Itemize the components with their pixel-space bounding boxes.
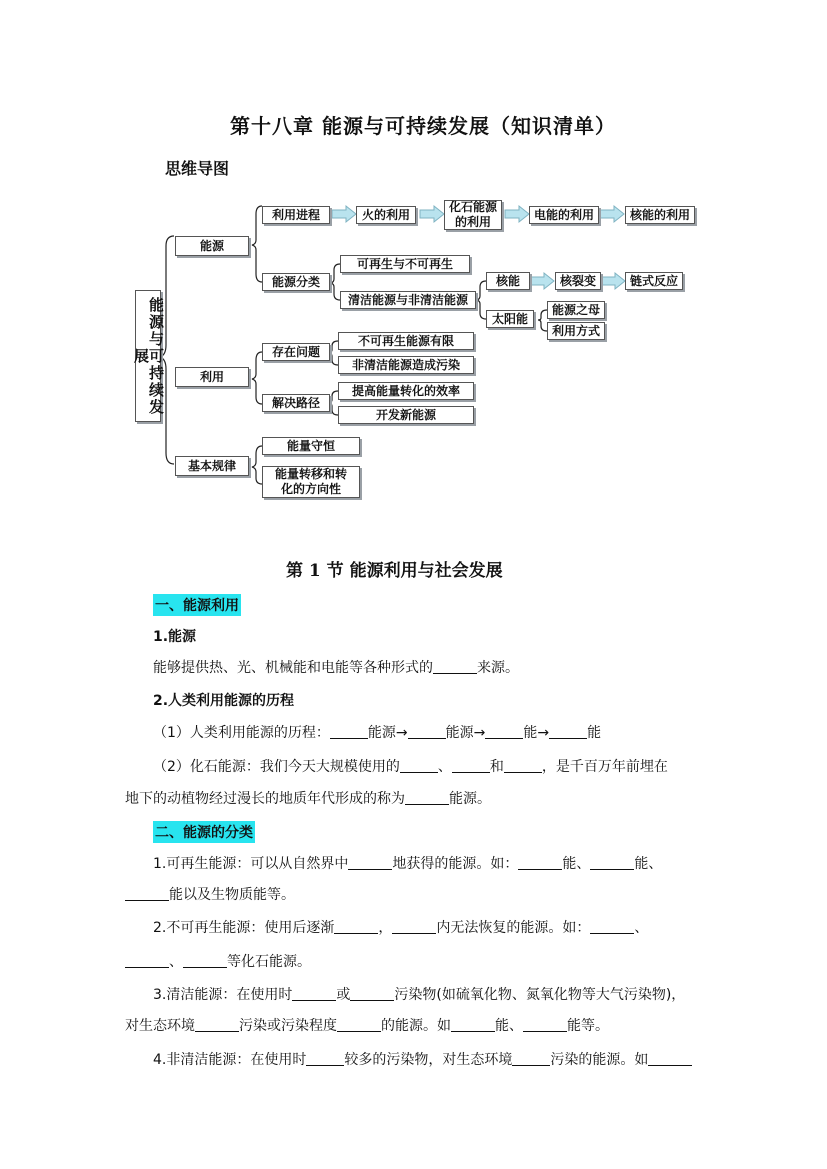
node-solar: 太阳能 <box>486 310 534 328</box>
blank-15[interactable] <box>392 918 436 934</box>
node-fossil: 化石能源的利用 <box>444 200 502 230</box>
blank-2[interactable] <box>330 723 368 739</box>
blank-18[interactable] <box>183 952 227 968</box>
para-fossil-1: （2）化石能源：我们今天大规模使用的 、 和 ，是千百万年前埋在 <box>153 759 668 775</box>
blank-14[interactable] <box>334 918 378 934</box>
node-fire: 火的利用 <box>356 206 416 224</box>
blank-13[interactable] <box>125 885 169 901</box>
node-pollution: 非清洁能源造成污染 <box>338 356 474 374</box>
energy-brace <box>252 206 262 282</box>
blank-23[interactable] <box>451 1016 495 1032</box>
blank-11[interactable] <box>518 854 562 870</box>
node-root: 能源与可持续发展 <box>135 290 161 422</box>
node-mother: 能源之母 <box>547 301 605 319</box>
blank-27[interactable] <box>648 1050 692 1066</box>
node-direction: 能量转移和转化的方向性 <box>262 466 360 498</box>
solve-brace <box>329 391 338 415</box>
blank-26[interactable] <box>512 1050 550 1066</box>
mindmap-heading: 思维导图 <box>165 159 230 178</box>
para-renewable-1: 1.可再生能源：可以从自然界中 地获得的能源。如： 能、 能、 <box>153 856 663 872</box>
arrow-3 <box>505 206 529 222</box>
blank-5[interactable] <box>549 723 587 739</box>
use-brace <box>252 352 262 404</box>
node-use: 利用 <box>175 367 249 387</box>
blank-21[interactable] <box>195 1016 239 1032</box>
heading-classification: 二、能源的分类 <box>153 821 255 843</box>
arrow-2 <box>420 206 444 222</box>
para-nonrenewable-1: 2.不可再生能源：使用后逐渐 ， 内无法恢复的能源。如： 、 <box>153 920 649 936</box>
node-energy: 能源 <box>175 236 249 256</box>
blank-16[interactable] <box>590 918 634 934</box>
blank-20[interactable] <box>350 985 394 1001</box>
node-problem: 存在问题 <box>262 343 330 361</box>
arrow-5 <box>530 273 554 289</box>
para-renewable-2: 能以及生物质能等。 <box>125 885 295 905</box>
blank-6[interactable] <box>400 757 438 773</box>
law-brace <box>252 446 262 484</box>
node-solve: 解决路径 <box>262 394 330 412</box>
problem-brace <box>329 341 338 365</box>
blank-1[interactable] <box>433 658 477 674</box>
blank-22[interactable] <box>337 1016 381 1032</box>
para-fossil-2: 地下的动植物经过漫长的地质年代形成的称为 能源。 <box>125 791 491 807</box>
clean-brace <box>477 281 486 319</box>
page-title: 第十八章 能源与可持续发展（知识清单） <box>230 114 616 138</box>
node-law: 基本规律 <box>175 456 249 476</box>
arrow-4 <box>600 206 624 222</box>
node-conservation: 能量守恒 <box>262 437 360 455</box>
para-history: （1）人类利用能源的历程： 能源→ 能源→ 能→ 能 <box>153 725 602 741</box>
node-electric: 电能的利用 <box>529 206 599 224</box>
para-nonrenewable-2: 、 等化石能源。 <box>125 952 311 972</box>
blank-19[interactable] <box>292 985 336 1001</box>
node-fission: 核裂变 <box>555 272 601 290</box>
arrow-6 <box>601 273 625 289</box>
node-clean: 清洁能源与非清洁能源 <box>340 291 476 309</box>
node-classify: 能源分类 <box>262 273 330 291</box>
node-limited: 不可再生能源有限 <box>338 332 474 350</box>
node-nuclear: 核能 <box>486 272 530 290</box>
para-energy-def: 能够提供热、光、机械能和电能等各种形式的 来源。 <box>153 660 519 676</box>
node-use-process: 利用进程 <box>262 206 330 224</box>
section-title: 第 1 节 能源利用与社会发展 <box>286 561 503 581</box>
arrow-1 <box>332 206 356 222</box>
subheading-energy: 1.能源 <box>153 629 197 645</box>
classify-brace <box>331 264 340 300</box>
node-chain: 链式反应 <box>625 272 683 290</box>
blank-10[interactable] <box>348 854 392 870</box>
blank-9[interactable] <box>405 789 449 805</box>
blank-3[interactable] <box>408 723 446 739</box>
node-efficiency: 提高能量转化的效率 <box>338 382 474 400</box>
blank-17[interactable] <box>125 952 169 968</box>
blank-25[interactable] <box>306 1050 344 1066</box>
para-nonclean: 4.非清洁能源：在使用时 较多的污染物，对生态环境 污染的能源。如 <box>153 1050 692 1070</box>
node-renewable: 可再生与不可再生 <box>340 255 470 273</box>
blank-7[interactable] <box>452 757 490 773</box>
heading-energy-use: 一、能源利用 <box>153 594 241 616</box>
para-clean-1: 3.清洁能源：在使用时 或 污染物(如硫氧化物、氮氧化物等大气污染物)， <box>153 987 686 1003</box>
subheading-history: 2.人类利用能源的历程 <box>153 693 295 709</box>
para-clean-2: 对生态环境 污染或污染程度 的能源。如 能、 能等。 <box>125 1018 609 1034</box>
solar-brace <box>538 310 547 331</box>
node-way: 利用方式 <box>547 322 605 340</box>
blank-4[interactable] <box>485 723 523 739</box>
blank-8[interactable] <box>504 757 542 773</box>
blank-12[interactable] <box>590 854 634 870</box>
node-nuclear-use: 核能的利用 <box>625 206 695 224</box>
node-develop: 开发新能源 <box>338 406 474 424</box>
blank-24[interactable] <box>523 1016 567 1032</box>
